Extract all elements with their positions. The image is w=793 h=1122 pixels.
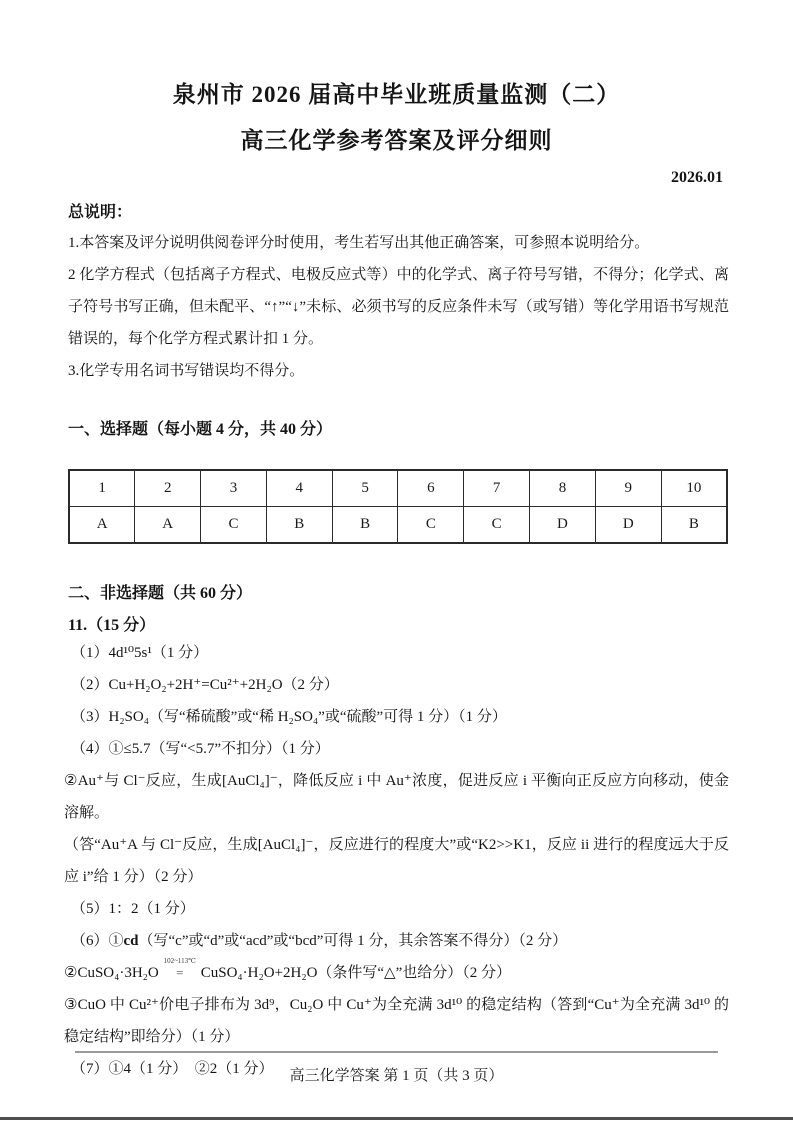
answer-letter-cell: B: [332, 507, 398, 544]
answer-number-cell: 10: [661, 470, 727, 507]
answer-11-2: （2）Cu+H₂O₂+2H⁺=Cu²⁺+2H₂O（2 分）: [71, 677, 339, 693]
page-title: 泉州市 2026 届高中毕业班质量监测（二）: [172, 82, 621, 107]
answer-11-6-part1: [64, 925, 729, 957]
answer-number-cell: 4: [266, 470, 332, 507]
answer-11-6-part2: [64, 957, 729, 989]
answer-11-3: （3）H₂SO₄（写“稀硫酸”或“稀 H₂SO₄”或“硫酸”可得 1 分）（1 分）: [71, 709, 507, 725]
answer-11-1: （1）4d¹⁰5s¹（1 分）: [71, 645, 209, 661]
answer-table: [68, 469, 728, 544]
answer-letter-cell: A: [69, 507, 135, 544]
answer-number-cell: 7: [464, 470, 530, 507]
answer-number-cell: 3: [201, 470, 267, 507]
free-response-section-heading: 二、非选择题（共 60 分）: [68, 585, 253, 602]
answer-11-5: （5）1：2（1 分）: [71, 901, 195, 917]
answer-letter-cell: D: [530, 507, 596, 544]
answer-11-6-part3: ③CuO 中 Cu²⁺价电子排布为 3d⁹，Cu₂O 中 Cu⁺为全充满 3d¹⁰ 的稳定结构（答到“Cu⁺为全充满 3d¹⁰ 的稳定结构”即给分）（1 分）: [64, 997, 729, 1045]
answer-11-6-part1-rest: （写“c”或“d”或“acd”或“bcd”可得 1 分，其余答案不得分）（2 分）: [138, 933, 568, 949]
answer-11-4-part1: （4）①≤5.7（写“<5.7”不扣分）（1 分）: [71, 741, 330, 757]
general-notes-heading: 总说明：: [68, 204, 133, 221]
answer-number-cell: 6: [398, 470, 464, 507]
note-item-2: 2 化学方程式（包括离子方程式、电极反应式等）中的化学式、离子符号写错，不得分；化学式、离子符号书写正确，但未配平、“↑”“↓”未标、必须书写的反应条件未写（或写错）等化学用语书写规范错误的，每个化学方程式累计扣 1 分。: [68, 267, 729, 347]
choice-section-heading: 一、选择题（每小题 4 分，共 40 分）: [68, 421, 333, 438]
answer-letter-cell: D: [595, 507, 661, 544]
answer-table-letter-row: [69, 507, 727, 544]
footer-page-label: 高三化学答案 第 1 页（共 3 页）: [289, 1068, 504, 1084]
answer-letter-cell: C: [464, 507, 530, 544]
note-item-1: 1.本答案及评分说明供阅卷评分时使用，考生若写出其他正确答案，可参照本说明给分。: [68, 235, 650, 251]
note-item-3: 3.化学专用名词书写错误均不得分。: [68, 363, 305, 379]
answer-number-cell: 8: [530, 470, 596, 507]
equation-condition-label: 102~113℃: [163, 957, 196, 965]
answer-number-cell: 5: [332, 470, 398, 507]
answer-letter-cell: B: [266, 507, 332, 544]
answer-11-6-part1-prefix: （6）①: [71, 933, 124, 949]
answer-letter-cell: A: [135, 507, 201, 544]
date-label: 2026.01: [671, 169, 723, 186]
answer-11-7: （7）①4（1 分） ②2（1 分）: [71, 1061, 274, 1077]
footer-divider: [75, 1051, 718, 1053]
answer-letter-cell: B: [661, 507, 727, 544]
answer-letter-cell: C: [398, 507, 464, 544]
answer-number-cell: 2: [135, 470, 201, 507]
answer-11-4-part2-note: （答“Au⁺A 与 Cl⁻反应，生成[AuCl₄]⁻，反应进行的程度大”或“K2>>K1，反应 ii 进行的程度远大于反应 i”给 1 分）（2 分）: [64, 837, 729, 885]
question-11-heading: 11.（15 分）: [68, 617, 156, 634]
answer-11-6-part1-answer: cd: [123, 933, 139, 949]
answer-11-4-part2: ②Au⁺与 Cl⁻反应，生成[AuCl₄]⁻，降低反应 i 中 Au⁺浓度，促进反应 i 平衡向正反应方向移动，使金溶解。: [64, 773, 729, 821]
page-bottom-edge: [0, 1117, 793, 1120]
answer-number-cell: 9: [595, 470, 661, 507]
equation-left: ②CuSO₄·3H₂O: [64, 965, 159, 981]
answer-table-number-row: [69, 470, 727, 507]
equals-sign: =: [176, 965, 184, 980]
equation-arrow: [159, 957, 201, 989]
page-content: [64, 0, 729, 1085]
answer-number-cell: 1: [69, 470, 135, 507]
answer-letter-cell: C: [201, 507, 267, 544]
equation-right: CuSO₄·H₂O+2H₂O（条件写“△”也给分）（2 分）: [200, 965, 512, 981]
page-subtitle: 高三化学参考答案及评分细则: [240, 128, 553, 153]
